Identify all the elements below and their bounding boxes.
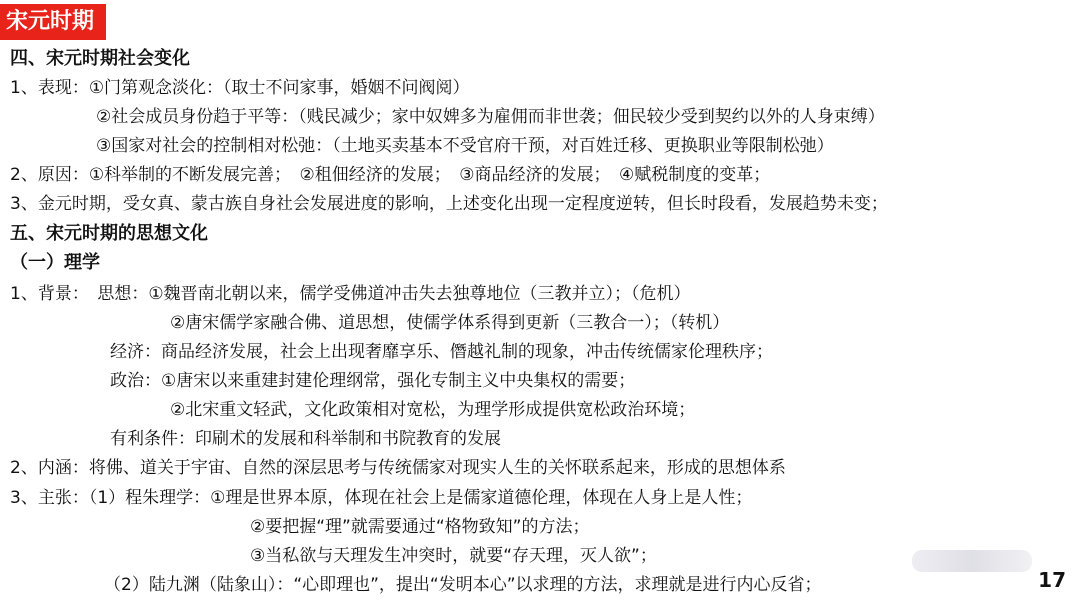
text-line-jin-yuan: 3、金元时期，受女真、蒙古族自身社会发展进度的影响，上述变化出现一定程度逆转，但长时段看，发展趋势未变；	[10, 194, 888, 214]
text-line-background-thought-1: 1、背景： 思想：①魏晋南北朝以来，儒学受佛道冲击失去独尊地位（三教并立）；（危机）	[10, 284, 691, 304]
text-line-cheng-zhu-3: ③当私欲与天理发生冲突时，就要“存天理，灭人欲”；	[250, 546, 657, 566]
text-line-cheng-zhu-1: 3、主张：（1）程朱理学：①理是世界本原，体现在社会上是儒家道德伦理，体现在人身上是人性；	[10, 488, 753, 508]
text-line-lu-jiuyuan: （2）陆九渊（陆象山）：“心即理也”，提出“发明本心”以求理的方法，求理就是进行内心反省；	[104, 575, 822, 595]
text-line-connotation: 2、内涵：将佛、道关于宇宙、自然的深层思考与传统儒家对现实人生的关怀联系起来，形成的思想体系	[10, 458, 786, 478]
page-title: 宋元时期	[0, 4, 106, 40]
text-line-background-politics-2: ②北宋重文轻武，文化政策相对宽松，为理学形成提供宽松政治环境；	[170, 400, 696, 420]
page-number: 17	[1038, 568, 1066, 592]
section-heading-social-change: 四、宋元时期社会变化	[10, 48, 190, 69]
text-line-favorable-conditions: 有利条件：印刷术的发展和科举制和书院教育的发展	[110, 429, 501, 449]
watermark-logo	[912, 550, 1032, 572]
text-line-background-economy: 经济：商品经济发展，社会上出现奢靡享乐、僭越礼制的现象，冲击传统儒家伦理秩序；	[110, 342, 773, 362]
section-heading-thought-culture: 五、宋元时期的思想文化	[10, 223, 208, 244]
text-line-reasons: 2、原因：①科举制的不断发展完善； ②租佃经济的发展； ③商品经济的发展； ④赋税制度的变革；	[10, 165, 771, 185]
text-line-background-politics-1: 政治：①唐宋以来重建封建伦理纲常，强化专制主义中央集权的需要；	[110, 371, 636, 391]
text-line-performance-2: ②社会成员身份趋于平等：（贱民减少；家中奴婢多为雇佣而非世袭；佃民较少受到契约以外的人身束缚）	[96, 107, 885, 127]
text-line-background-thought-2: ②唐宋儒学家融合佛、道思想，使儒学体系得到更新（三教合一）；（转机）	[170, 313, 730, 333]
text-line-performance-1: 1、表现：①门第观念淡化：（取士不问家事，婚姻不问阀阅）	[10, 78, 470, 98]
subsection-heading-lixue: （一）理学	[10, 252, 100, 273]
text-line-cheng-zhu-2: ②要把握“理”就需要通过“格物致知”的方法；	[250, 517, 590, 537]
text-line-performance-3: ③国家对社会的控制相对松弛：（土地买卖基本不受官府干预，对百姓迁移、更换职业等限制松弛）	[96, 136, 834, 156]
